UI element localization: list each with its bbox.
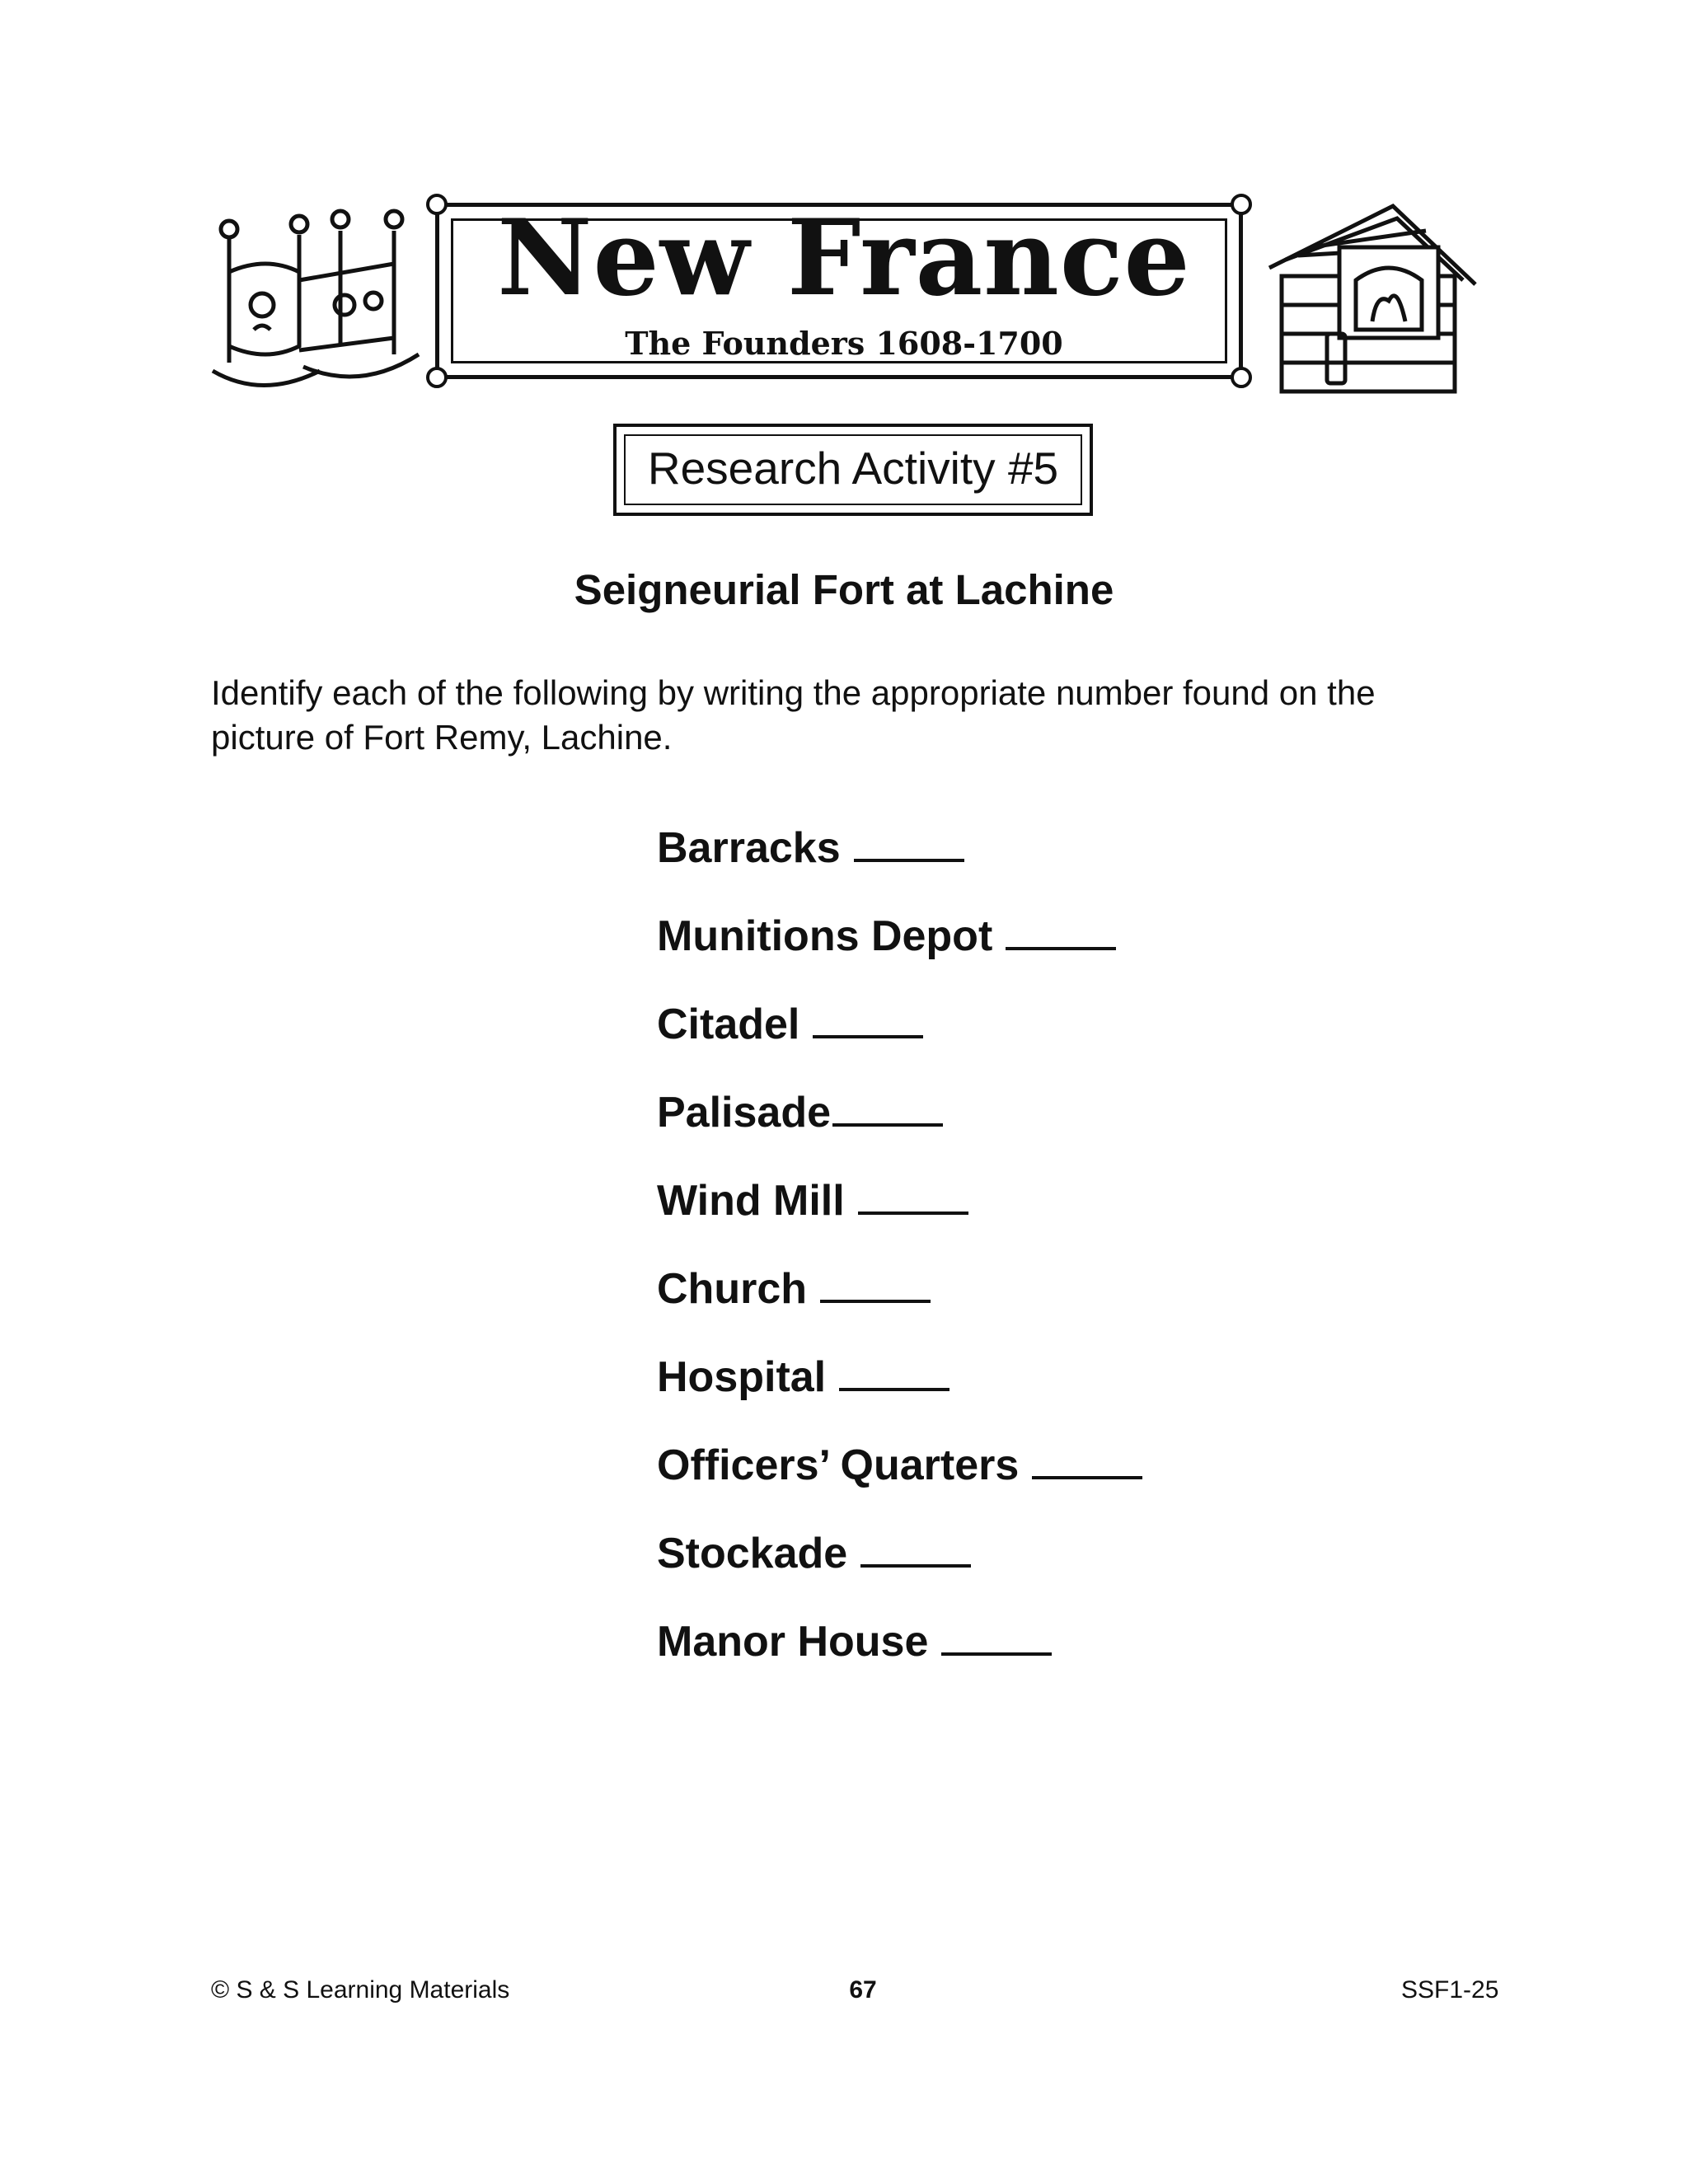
answer-blank[interactable] xyxy=(813,1035,923,1038)
answer-blank[interactable] xyxy=(941,1652,1052,1656)
page-title: New France xyxy=(497,197,1191,319)
list-item xyxy=(657,1003,923,1046)
item-label: Wind Mill xyxy=(657,1177,845,1225)
answer-blank[interactable] xyxy=(854,859,964,862)
list-item xyxy=(657,1177,968,1225)
footer-copyright: © S & S Learning Materials xyxy=(211,1976,510,2004)
list-item xyxy=(657,1089,943,1137)
list-item xyxy=(657,1618,1052,1666)
activity-label: Research Activity #5 xyxy=(647,443,1059,494)
list-item xyxy=(657,1532,971,1575)
item-label: Barracks xyxy=(657,824,841,872)
page-subtitle: The Founders 1608-1700 xyxy=(625,325,1063,362)
list-item xyxy=(657,1353,950,1401)
item-label: Stockade xyxy=(657,1530,848,1577)
sheet-title: Seigneurial Fort at Lachine xyxy=(574,566,1114,613)
item-label: Munitions Depot xyxy=(657,912,993,960)
item-label: Palisade xyxy=(657,1089,832,1137)
instructions-text: Identify each of the following by writing the appropriate number found on the picture of Fort Remy, Lachine. xyxy=(211,673,1376,757)
list-item xyxy=(657,912,1116,960)
item-label: Officers’ Quarters xyxy=(657,1441,1020,1489)
product-code: SSF1-25 xyxy=(1401,1976,1499,2004)
answer-blank[interactable] xyxy=(1032,1476,1142,1479)
answer-blank[interactable] xyxy=(839,1388,950,1391)
list-item xyxy=(657,1441,1142,1489)
item-label: Hospital xyxy=(657,1353,827,1401)
answer-blank[interactable] xyxy=(860,1564,971,1568)
list-item xyxy=(657,1265,931,1313)
page-number: 67 xyxy=(849,1976,877,2004)
list-item xyxy=(657,824,964,872)
item-label: Manor House xyxy=(657,1618,929,1666)
answer-blank[interactable] xyxy=(1006,947,1116,950)
item-label: Citadel xyxy=(657,1001,800,1048)
answer-blank[interactable] xyxy=(820,1300,931,1303)
answer-blank[interactable] xyxy=(832,1123,943,1127)
item-label: Church xyxy=(657,1265,807,1313)
answer-blank[interactable] xyxy=(858,1212,968,1215)
